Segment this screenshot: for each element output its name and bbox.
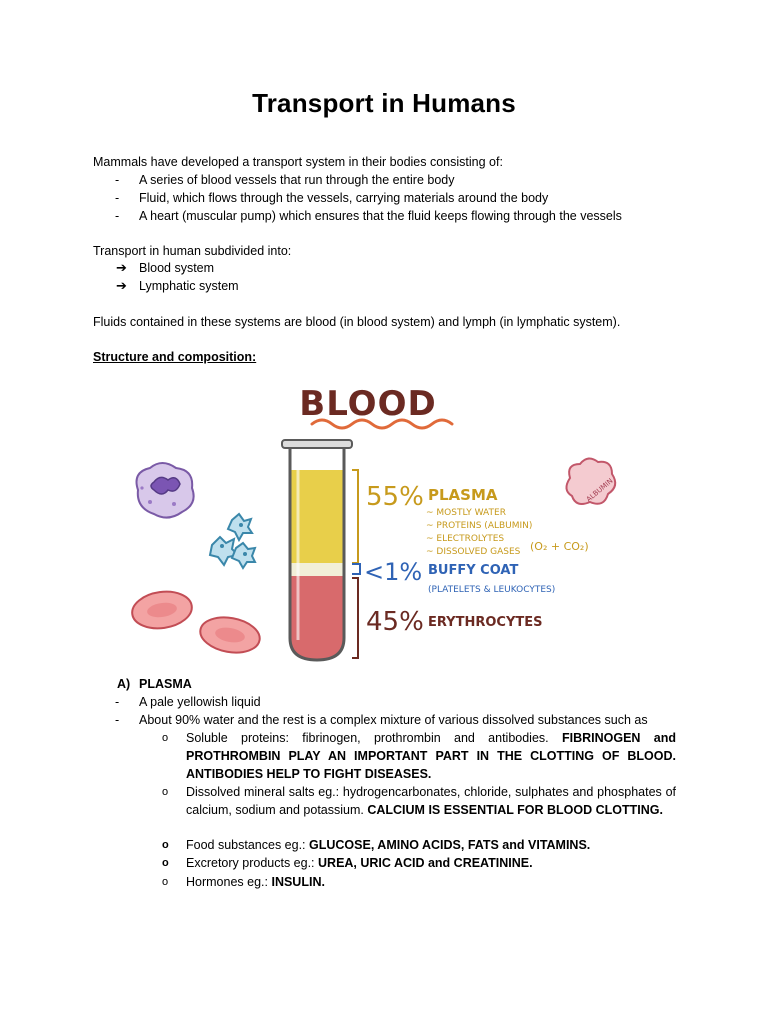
intro-item: A series of blood vessels that run through the entire body: [139, 173, 455, 187]
proteins-paragraph: [186, 729, 676, 783]
plasma-layer: [282, 470, 352, 563]
plasma-percent: 55%: [366, 482, 424, 512]
plasma-item: ~ ELECTROLYTES: [426, 534, 505, 544]
erythrocyte-layer: [282, 576, 352, 666]
plasma-bracket: [352, 470, 358, 563]
albumin-label: ALBUMIN: [584, 476, 615, 504]
food-line: [186, 836, 590, 854]
plasma-item: ~ DISSOLVED GASES: [426, 547, 521, 557]
erythrocyte-label: ERYTHROCYTES: [428, 615, 543, 630]
plasma-item: ~ PROTEINS (ALBUMIN): [426, 521, 533, 531]
dash-marker: -: [115, 209, 120, 223]
hormones-line: [186, 873, 325, 891]
plasma-line: About 90% water and the rest is a complex mixture of various dissolved substances such as: [139, 713, 648, 727]
hormones-text: Hormones eg.:: [186, 875, 268, 889]
excretory-emphasis: UREA, URIC ACID and CREATININE.: [318, 856, 533, 870]
erythrocyte-icon: [130, 588, 263, 657]
intro-item: A heart (muscular pump) which ensures that the fluid keeps flowing through the vessels: [139, 209, 622, 223]
bullet-marker: o: [162, 876, 169, 888]
dash-marker: -: [115, 695, 120, 709]
minerals-emphasis: CALCIUM IS ESSENTIAL FOR BLOOD CLOTTING.: [367, 803, 663, 817]
bullet-marker: o: [162, 857, 169, 869]
minerals-paragraph: [186, 783, 676, 819]
erythrocyte-bracket: [352, 578, 358, 658]
buffy-coat-layer: [282, 563, 352, 576]
plasma-item: ~ MOSTLY WATER: [426, 508, 506, 518]
platelet-icon: [210, 514, 255, 568]
bullet-marker: o: [162, 732, 169, 744]
arrow-icon: ➔: [116, 260, 127, 275]
subdivision-lead: Transport in human subdivided into:: [93, 244, 292, 258]
proteins-text: Soluble proteins: fibrinogen, prothrombin and antibodies.: [186, 731, 549, 745]
dash-marker: -: [115, 191, 120, 205]
plasma-heading: PLASMA: [139, 677, 192, 691]
plasma-line: A pale yellowish liquid: [139, 695, 261, 709]
buffy-percent: <1%: [364, 558, 423, 586]
buffy-bracket: [352, 564, 360, 574]
excretory-text: Excretory products eg.:: [186, 856, 315, 870]
figure-title: BLOOD: [299, 384, 437, 424]
page-title: Transport in Humans: [252, 88, 516, 118]
erythrocyte-percent: 45%: [366, 607, 424, 637]
hormones-emphasis: INSULIN.: [271, 875, 325, 889]
plasma-label: PLASMA: [428, 486, 498, 504]
section-marker: A): [117, 677, 131, 691]
intro-item: Fluid, which flows through the vessels, carrying materials around the body: [139, 191, 549, 205]
bullet-marker: o: [162, 786, 169, 798]
gases-label: (O₂ + CO₂): [530, 540, 589, 553]
section-heading: Structure and composition:: [93, 350, 257, 364]
subdivision-item: Blood system: [139, 261, 215, 275]
fluids-paragraph: Fluids contained in these systems are blood (in blood system) and lymph (in lymphatic system).: [93, 315, 621, 329]
proteins-emphasis: FIBRINOGEN and PROTHROMBIN PLAY AN IMPORTANT PART IN THE CLOTTING OF BLOOD. ANTIBODIES HELP TO FIGHT DISEASES.: [186, 731, 676, 781]
albumin-icon: [566, 458, 615, 504]
buffy-label: BUFFY COAT: [428, 563, 519, 578]
minerals-text: Dissolved mineral salts eg.: hydrogencarbonates, chloride, sulphates and phosphates of calcium, sodium and potassium.: [186, 785, 676, 817]
excretory-line: [186, 854, 533, 872]
food-text: Food substances eg.:: [186, 838, 306, 852]
food-emphasis: GLUCOSE, AMINO ACIDS, FATS and VITAMINS.: [309, 838, 591, 852]
intro-lead: Mammals have developed a transport system in their bodies consisting of:: [93, 155, 503, 169]
dash-marker: -: [115, 713, 120, 727]
arrow-icon: ➔: [116, 278, 127, 293]
leukocyte-icon: [137, 463, 194, 518]
blood-composition-figure: [112, 370, 660, 668]
test-tube-contents: [282, 470, 352, 666]
bullet-marker: o: [162, 839, 169, 851]
subdivision-item: Lymphatic system: [139, 279, 239, 293]
buffy-sub: (PLATELETS & LEUKOCYTES): [428, 585, 556, 595]
dash-marker: -: [115, 173, 120, 187]
